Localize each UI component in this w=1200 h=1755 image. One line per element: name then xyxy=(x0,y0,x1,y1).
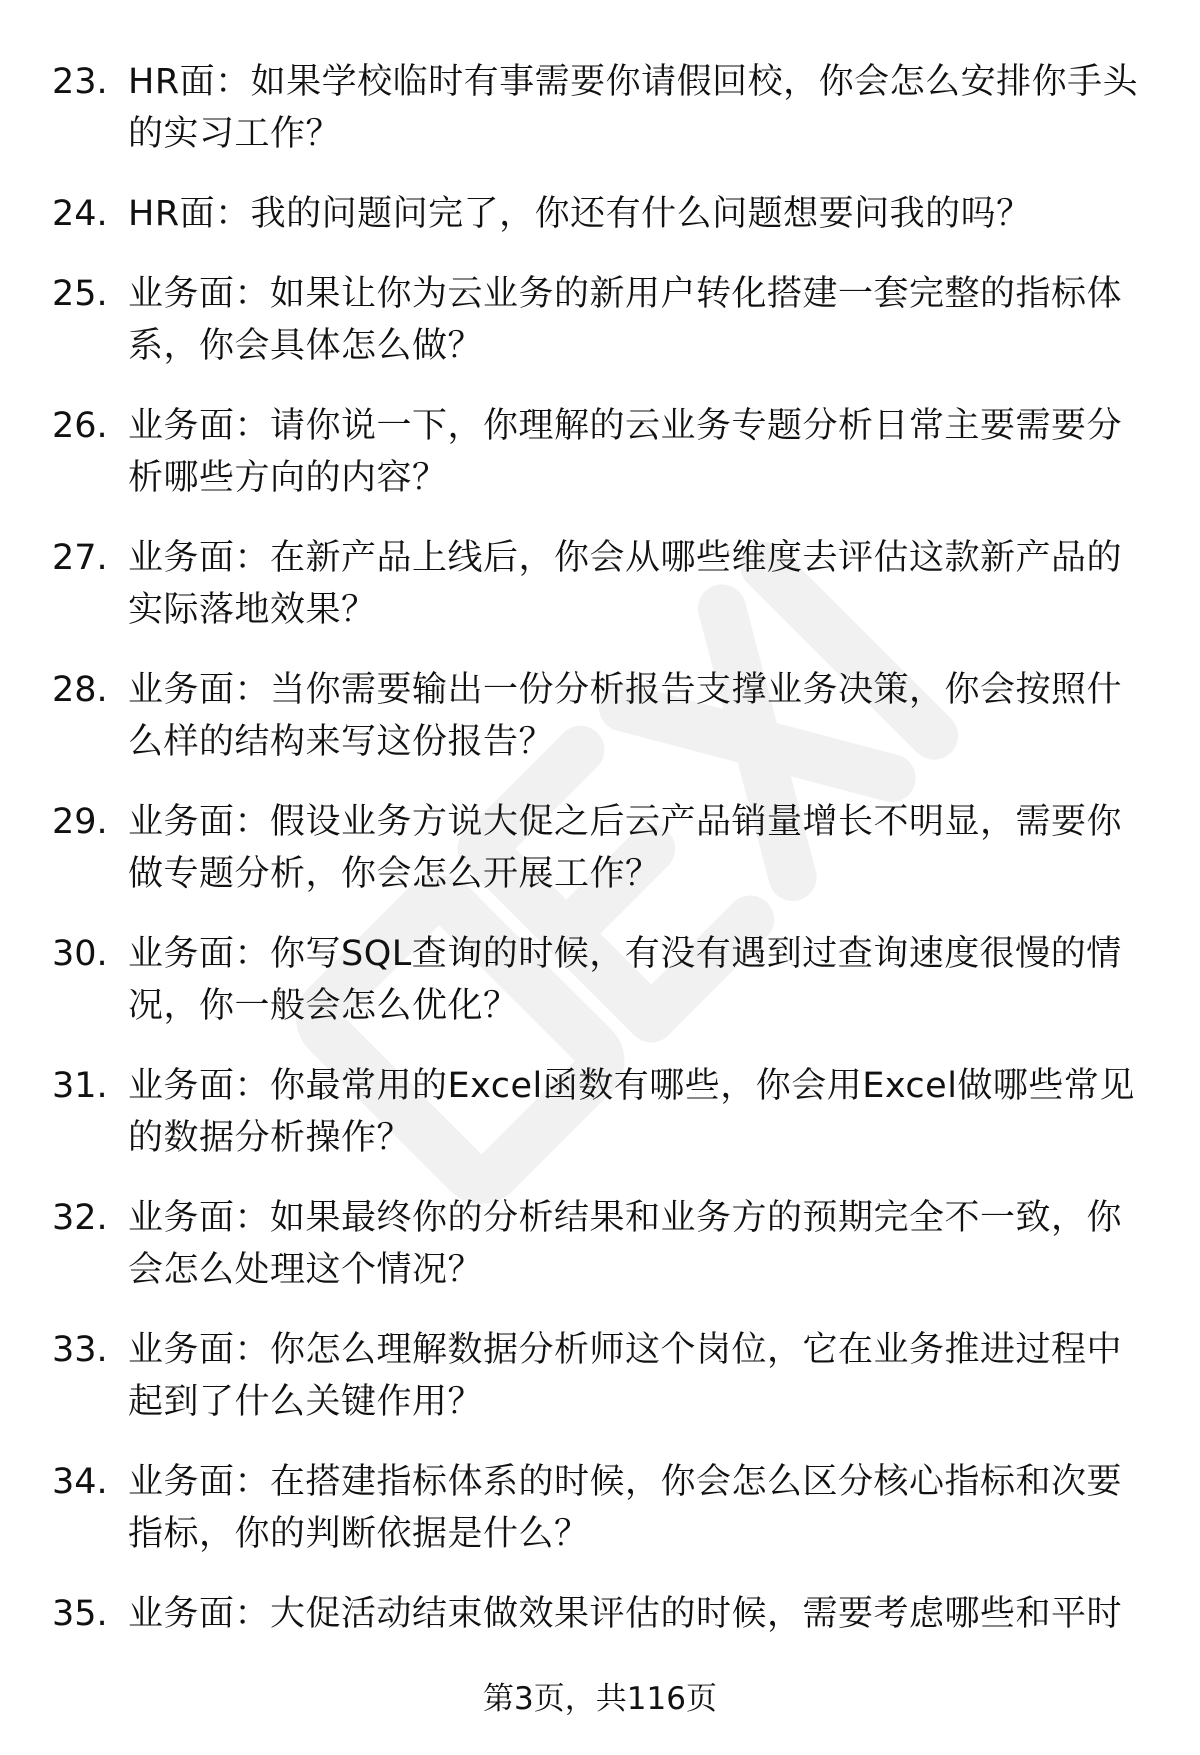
question-number: 23. xyxy=(52,62,108,102)
question-text: HR面：如果学校临时有事需要你请假回校，你会怎么安排你手头的实习工作？ xyxy=(128,62,1139,154)
question-text: HR面：我的问题问完了，你还有什么问题想要问我的吗？ xyxy=(128,194,1032,234)
question-number: 35. xyxy=(52,1594,108,1634)
question-item xyxy=(0,928,1200,1060)
question-number: 31. xyxy=(52,1066,108,1106)
question-number: 33. xyxy=(52,1330,108,1370)
question-item xyxy=(0,532,1200,664)
question-item xyxy=(0,1192,1200,1324)
question-number: 27. xyxy=(52,538,108,578)
question-number: 28. xyxy=(52,670,108,710)
question-text: 业务面：你怎么理解数据分析师这个岗位，它在业务推进过程中起到了什么关键作用？ xyxy=(128,1330,1123,1422)
question-item xyxy=(0,1588,1200,1648)
page-footer: 第3页，共116页 xyxy=(483,1681,717,1717)
question-text: 业务面：请你说一下，你理解的云业务专题分析日常主要需要分析哪些方向的内容？ xyxy=(128,406,1123,498)
question-item xyxy=(0,188,1200,268)
question-text: 业务面：如果最终你的分析结果和业务方的预期完全不一致，你会怎么处理这个情况？ xyxy=(128,1198,1123,1290)
question-text: 业务面：当你需要输出一份分析报告支撑业务决策，你会按照什么样的结构来写这份报告？ xyxy=(128,670,1123,762)
question-item xyxy=(0,1060,1200,1192)
question-item xyxy=(0,1456,1200,1588)
question-item xyxy=(0,400,1200,532)
question-item xyxy=(0,268,1200,400)
question-number: 24. xyxy=(52,194,108,234)
question-number: 26. xyxy=(52,406,108,446)
question-text: 业务面：大促活动结束做效果评估的时候，需要考虑哪些和平时 xyxy=(128,1594,1123,1634)
question-text: 业务面：如果让你为云业务的新用户转化搭建一套完整的指标体系，你会具体怎么做？ xyxy=(128,274,1123,366)
question-number: 25. xyxy=(52,274,108,314)
question-text: 业务面：假设业务方说大促之后云产品销量增长不明显，需要你做专题分析，你会怎么开展工作？ xyxy=(128,802,1123,894)
question-number: 30. xyxy=(52,934,108,974)
question-text: 业务面：你写SQL查询的时候，有没有遇到过查询速度很慢的情况，你一般会怎么优化？ xyxy=(128,934,1122,1026)
question-number: 29. xyxy=(52,802,108,842)
question-number: 34. xyxy=(52,1462,108,1502)
question-item xyxy=(0,796,1200,928)
question-item xyxy=(0,56,1200,188)
question-text: 业务面：你最常用的Excel函数有哪些，你会用Excel做哪些常见的数据分析操作？ xyxy=(128,1066,1135,1158)
question-text: 业务面：在搭建指标体系的时候，你会怎么区分核心指标和次要指标，你的判断依据是什么？ xyxy=(128,1462,1123,1554)
question-number: 32. xyxy=(52,1198,108,1238)
question-list xyxy=(0,56,1200,1648)
question-item xyxy=(0,664,1200,796)
question-item xyxy=(0,1324,1200,1456)
question-text: 业务面：在新产品上线后，你会从哪些维度去评估这款新产品的实际落地效果？ xyxy=(128,538,1123,630)
